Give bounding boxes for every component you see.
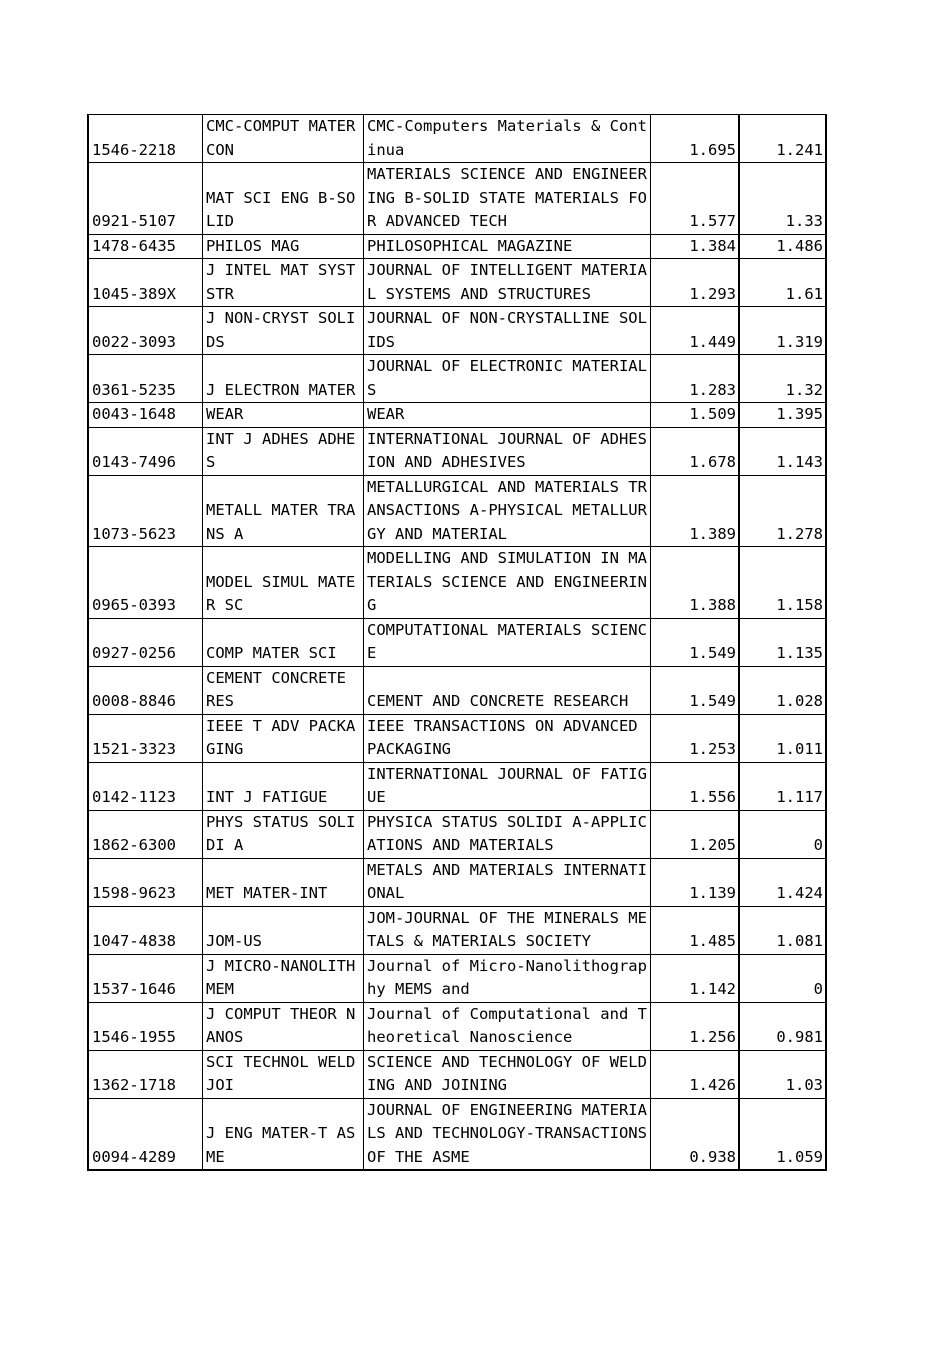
value-2-cell: 1.278: [739, 475, 826, 547]
table-row: [88, 427, 826, 475]
value-2-cell: 1.61: [739, 259, 826, 307]
journal-title-cell: JOURNAL OF ELECTRONIC MATERIALS: [364, 355, 651, 403]
abbreviation-cell: J ELECTRON MATER: [203, 355, 364, 403]
journal-title-cell: JOM-JOURNAL OF THE MINERALS METALS & MATERIALS SOCIETY: [364, 906, 651, 954]
abbreviation-cell: IEEE T ADV PACKAGING: [203, 714, 364, 762]
abbreviation-cell: J ENG MATER-T ASME: [203, 1098, 364, 1170]
abbreviation-cell: METALL MATER TRANS A: [203, 475, 364, 547]
table-row: [88, 858, 826, 906]
issn-cell: 1546-1955: [88, 1002, 203, 1050]
table-row: [88, 234, 826, 259]
issn-cell: 1598-9623: [88, 858, 203, 906]
issn-cell: 1521-3323: [88, 714, 203, 762]
value-1-cell: 1.293: [651, 259, 740, 307]
table-row: [88, 475, 826, 547]
value-2-cell: 1.424: [739, 858, 826, 906]
table-row: [88, 906, 826, 954]
abbreviation-cell: CMC-COMPUT MATER CON: [203, 115, 364, 163]
abbreviation-cell: MAT SCI ENG B-SOLID: [203, 163, 364, 235]
journal-title-cell: PHYSICA STATUS SOLIDI A-APPLICATIONS AND MATERIALS: [364, 810, 651, 858]
journal-title-cell: PHILOSOPHICAL MAGAZINE: [364, 234, 651, 259]
journal-title-cell: Journal of Computational and Theoretical Nanoscience: [364, 1002, 651, 1050]
value-2-cell: 1.158: [739, 547, 826, 619]
abbreviation-cell: J COMPUT THEOR NANOS: [203, 1002, 364, 1050]
abbreviation-cell: MODEL SIMUL MATER SC: [203, 547, 364, 619]
table-row: [88, 259, 826, 307]
table-row: [88, 355, 826, 403]
abbreviation-cell: WEAR: [203, 403, 364, 428]
table-row: [88, 714, 826, 762]
value-1-cell: 1.695: [651, 115, 740, 163]
value-2-cell: 1.319: [739, 307, 826, 355]
journal-title-cell: SCIENCE AND TECHNOLOGY OF WELDING AND JOINING: [364, 1050, 651, 1098]
abbreviation-cell: J NON-CRYST SOLIDS: [203, 307, 364, 355]
journal-title-cell: INTERNATIONAL JOURNAL OF ADHESION AND ADHESIVES: [364, 427, 651, 475]
journal-title-cell: INTERNATIONAL JOURNAL OF FATIGUE: [364, 762, 651, 810]
issn-cell: 1362-1718: [88, 1050, 203, 1098]
value-1-cell: 1.139: [651, 858, 740, 906]
table-row: [88, 1050, 826, 1098]
value-1-cell: 1.678: [651, 427, 740, 475]
journal-title-cell: JOURNAL OF INTELLIGENT MATERIAL SYSTEMS AND STRUCTURES: [364, 259, 651, 307]
value-1-cell: 1.549: [651, 666, 740, 714]
value-1-cell: 0.938: [651, 1098, 740, 1170]
journal-table: [87, 114, 827, 1171]
value-1-cell: 1.205: [651, 810, 740, 858]
table-row: [88, 1002, 826, 1050]
abbreviation-cell: PHYS STATUS SOLIDI A: [203, 810, 364, 858]
value-2-cell: 1.011: [739, 714, 826, 762]
issn-cell: 0094-4289: [88, 1098, 203, 1170]
value-1-cell: 1.283: [651, 355, 740, 403]
issn-cell: 0143-7496: [88, 427, 203, 475]
value-2-cell: 1.03: [739, 1050, 826, 1098]
value-1-cell: 1.556: [651, 762, 740, 810]
value-2-cell: 1.059: [739, 1098, 826, 1170]
value-1-cell: 1.549: [651, 618, 740, 666]
value-2-cell: 1.241: [739, 115, 826, 163]
value-1-cell: 1.389: [651, 475, 740, 547]
journal-title-cell: JOURNAL OF ENGINEERING MATERIALS AND TECHNOLOGY-TRANSACTIONS OF THE ASME: [364, 1098, 651, 1170]
issn-cell: 0927-0256: [88, 618, 203, 666]
value-2-cell: 0: [739, 810, 826, 858]
value-1-cell: 1.384: [651, 234, 740, 259]
issn-cell: 1537-1646: [88, 954, 203, 1002]
abbreviation-cell: INT J FATIGUE: [203, 762, 364, 810]
value-2-cell: 1.395: [739, 403, 826, 428]
table-row: [88, 547, 826, 619]
abbreviation-cell: COMP MATER SCI: [203, 618, 364, 666]
value-1-cell: 1.577: [651, 163, 740, 235]
table-row: [88, 163, 826, 235]
value-2-cell: 1.028: [739, 666, 826, 714]
issn-cell: 0142-1123: [88, 762, 203, 810]
value-2-cell: 1.135: [739, 618, 826, 666]
abbreviation-cell: PHILOS MAG: [203, 234, 364, 259]
table-row: [88, 666, 826, 714]
issn-cell: 1862-6300: [88, 810, 203, 858]
issn-cell: 0965-0393: [88, 547, 203, 619]
table-row: [88, 1098, 826, 1170]
journal-title-cell: MATERIALS SCIENCE AND ENGINEERING B-SOLID STATE MATERIALS FOR ADVANCED TECH: [364, 163, 651, 235]
table-row: [88, 762, 826, 810]
value-1-cell: 1.426: [651, 1050, 740, 1098]
journal-title-cell: CMC-Computers Materials & Continua: [364, 115, 651, 163]
issn-cell: 0361-5235: [88, 355, 203, 403]
journal-title-cell: METALLURGICAL AND MATERIALS TRANSACTIONS A-PHYSICAL METALLURGY AND MATERIAL: [364, 475, 651, 547]
value-1-cell: 1.142: [651, 954, 740, 1002]
issn-cell: 0043-1648: [88, 403, 203, 428]
issn-cell: 0921-5107: [88, 163, 203, 235]
value-1-cell: 1.485: [651, 906, 740, 954]
issn-cell: 1478-6435: [88, 234, 203, 259]
journal-title-cell: MODELLING AND SIMULATION IN MATERIALS SCIENCE AND ENGINEERING: [364, 547, 651, 619]
value-1-cell: 1.388: [651, 547, 740, 619]
value-2-cell: 1.32: [739, 355, 826, 403]
issn-cell: 0022-3093: [88, 307, 203, 355]
abbreviation-cell: JOM-US: [203, 906, 364, 954]
value-2-cell: 0.981: [739, 1002, 826, 1050]
abbreviation-cell: CEMENT CONCRETE RES: [203, 666, 364, 714]
issn-cell: 1047-4838: [88, 906, 203, 954]
table-row: [88, 954, 826, 1002]
journal-title-cell: CEMENT AND CONCRETE RESEARCH: [364, 666, 651, 714]
value-2-cell: 1.33: [739, 163, 826, 235]
journal-title-cell: JOURNAL OF NON-CRYSTALLINE SOLIDS: [364, 307, 651, 355]
value-1-cell: 1.449: [651, 307, 740, 355]
issn-cell: 0008-8846: [88, 666, 203, 714]
value-1-cell: 1.509: [651, 403, 740, 428]
table-row: [88, 403, 826, 428]
table-body: [88, 115, 826, 1171]
journal-title-cell: METALS AND MATERIALS INTERNATIONAL: [364, 858, 651, 906]
abbreviation-cell: SCI TECHNOL WELD JOI: [203, 1050, 364, 1098]
value-2-cell: 0: [739, 954, 826, 1002]
journal-title-cell: COMPUTATIONAL MATERIALS SCIENCE: [364, 618, 651, 666]
journal-title-cell: IEEE TRANSACTIONS ON ADVANCED PACKAGING: [364, 714, 651, 762]
table-row: [88, 618, 826, 666]
table-row: [88, 810, 826, 858]
abbreviation-cell: MET MATER-INT: [203, 858, 364, 906]
abbreviation-cell: J INTEL MAT SYST STR: [203, 259, 364, 307]
value-2-cell: 1.081: [739, 906, 826, 954]
table-row: [88, 115, 826, 163]
abbreviation-cell: INT J ADHES ADHES: [203, 427, 364, 475]
journal-title-cell: WEAR: [364, 403, 651, 428]
issn-cell: 1073-5623: [88, 475, 203, 547]
abbreviation-cell: J MICRO-NANOLITH MEM: [203, 954, 364, 1002]
value-2-cell: 1.117: [739, 762, 826, 810]
value-2-cell: 1.143: [739, 427, 826, 475]
value-1-cell: 1.256: [651, 1002, 740, 1050]
journal-title-cell: Journal of Micro-Nanolithography MEMS and: [364, 954, 651, 1002]
value-1-cell: 1.253: [651, 714, 740, 762]
table-row: [88, 307, 826, 355]
value-2-cell: 1.486: [739, 234, 826, 259]
issn-cell: 1045-389X: [88, 259, 203, 307]
issn-cell: 1546-2218: [88, 115, 203, 163]
